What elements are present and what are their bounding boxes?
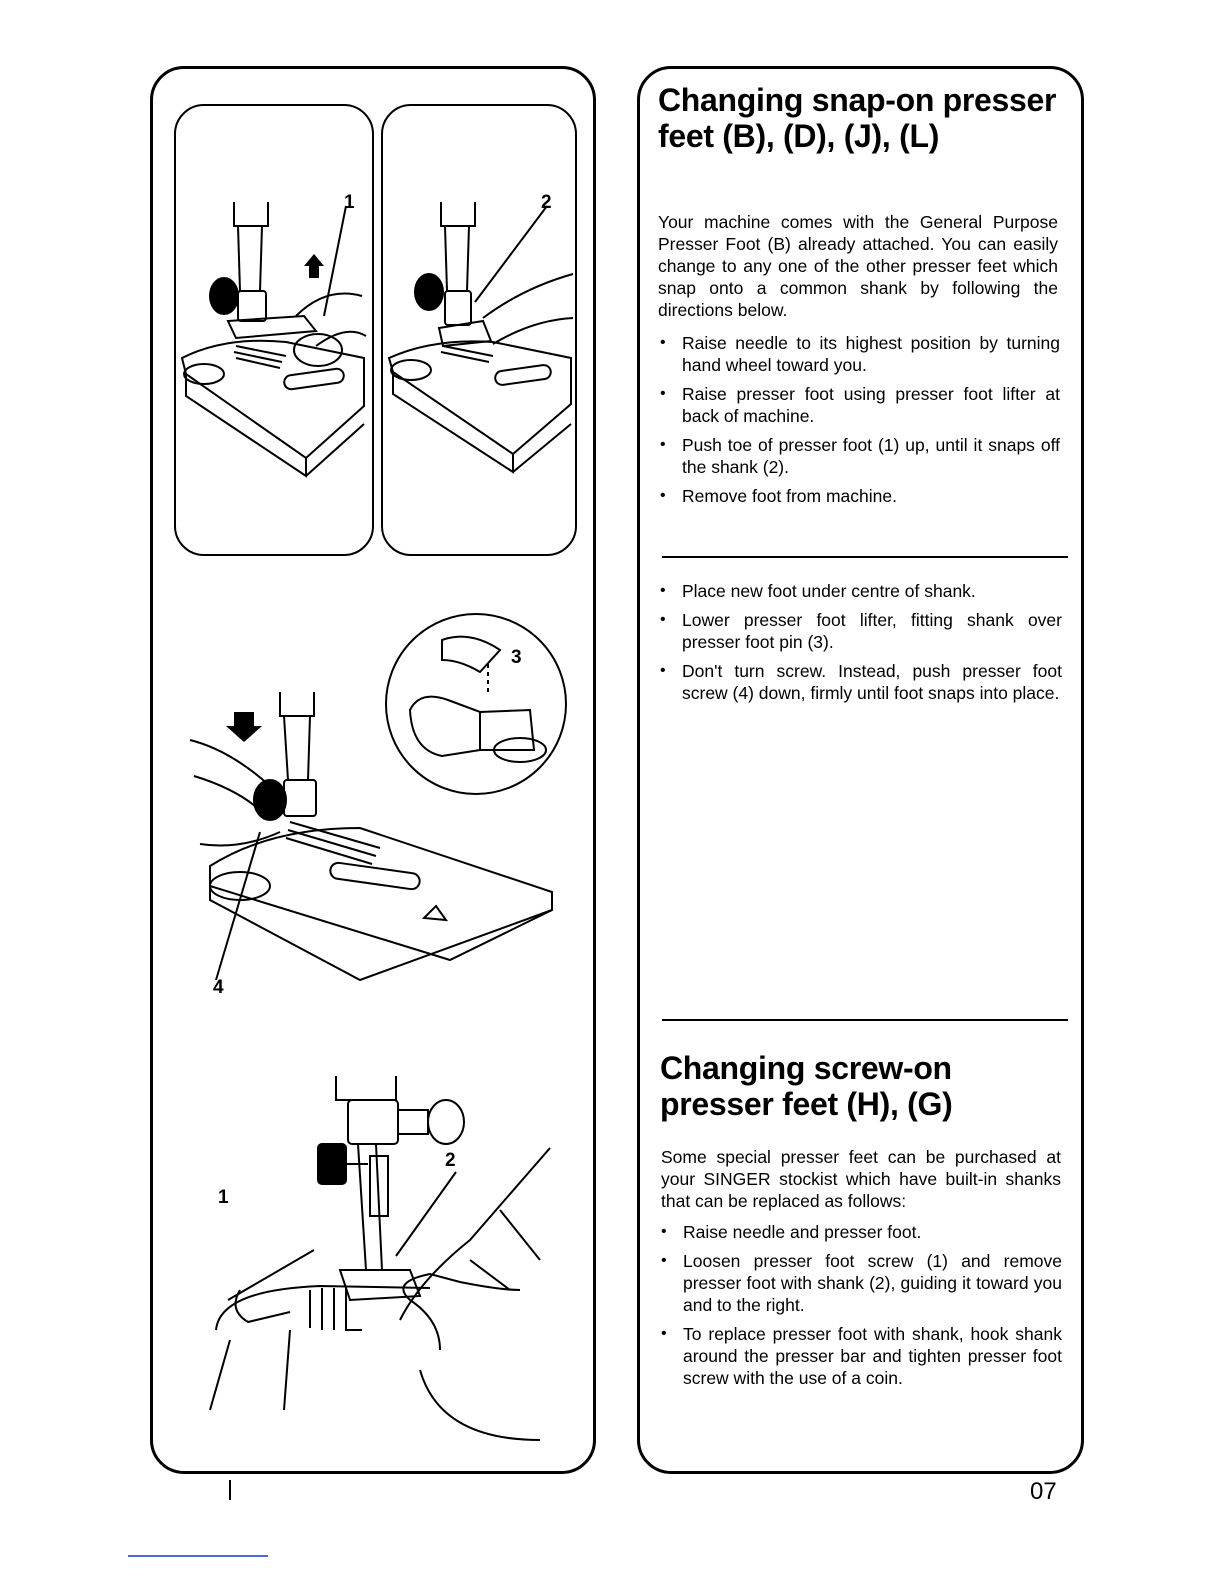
list-item: • Remove foot from machine. [660, 485, 1060, 507]
callout-presser-foot-screw: 4 [213, 977, 224, 998]
remove-foot-steps [660, 332, 1060, 514]
callout-shank: 2 [541, 192, 552, 213]
callout-toe-of-foot: 1 [344, 192, 355, 213]
screw-on-intro: Some special presser feet can be purchased at your SINGER stockist which have built-in shanks that can be replaced as follows: [661, 1147, 1061, 1211]
screw-on-foot-illustration [200, 1060, 572, 1460]
snap-on-title: Changing snap-on presser feet (B), (D), (J), (L) [658, 82, 1057, 154]
list-item: • Loosen presser foot screw (1) and remove presser foot with shank (2), guiding it toward you and to the right. [661, 1250, 1062, 1316]
list-item: • Place new foot under centre of shank. [660, 580, 1062, 602]
screw-on-title: Changing screw-on presser feet (H), (G) [660, 1050, 953, 1122]
section-divider [662, 1019, 1068, 1021]
screw-on-steps [661, 1221, 1062, 1396]
list-item: • Lower presser foot lifter, fitting shank over presser foot pin (3). [660, 609, 1062, 653]
shank-illustration [383, 106, 575, 554]
list-item: • To replace presser foot with shank, hook shank around the presser bar and tighten presser foot screw with the use of a coin. [661, 1323, 1062, 1389]
list-item: • Push toe of presser foot (1) up, until it snaps off the shank (2). [660, 434, 1060, 478]
page-number: 07 [1030, 1478, 1057, 1505]
section-divider [662, 556, 1068, 558]
footer-link-underline [128, 1555, 268, 1557]
callout-screw-on-screw: 1 [218, 1187, 229, 1208]
list-item: • Raise needle and presser foot. [661, 1221, 1062, 1243]
remove-foot-illustration [176, 106, 372, 554]
list-item: • Raise needle to its highest position by turning hand wheel toward you. [660, 332, 1060, 376]
attach-foot-steps [660, 580, 1062, 711]
callout-screw-on-shank: 2 [445, 1150, 456, 1171]
list-item: • Raise presser foot using presser foot lifter at back of machine. [660, 383, 1060, 427]
callout-foot-pin: 3 [511, 647, 522, 668]
snap-on-intro: Your machine comes with the General Purpose Presser Foot (B) already attached. You can easily change to any one of the other presser feet which snap onto a common shank by following the directions below. [658, 212, 1058, 320]
list-item: • Don't turn screw. Instead, push presser foot screw (4) down, firmly until foot snaps into place. [660, 660, 1062, 704]
